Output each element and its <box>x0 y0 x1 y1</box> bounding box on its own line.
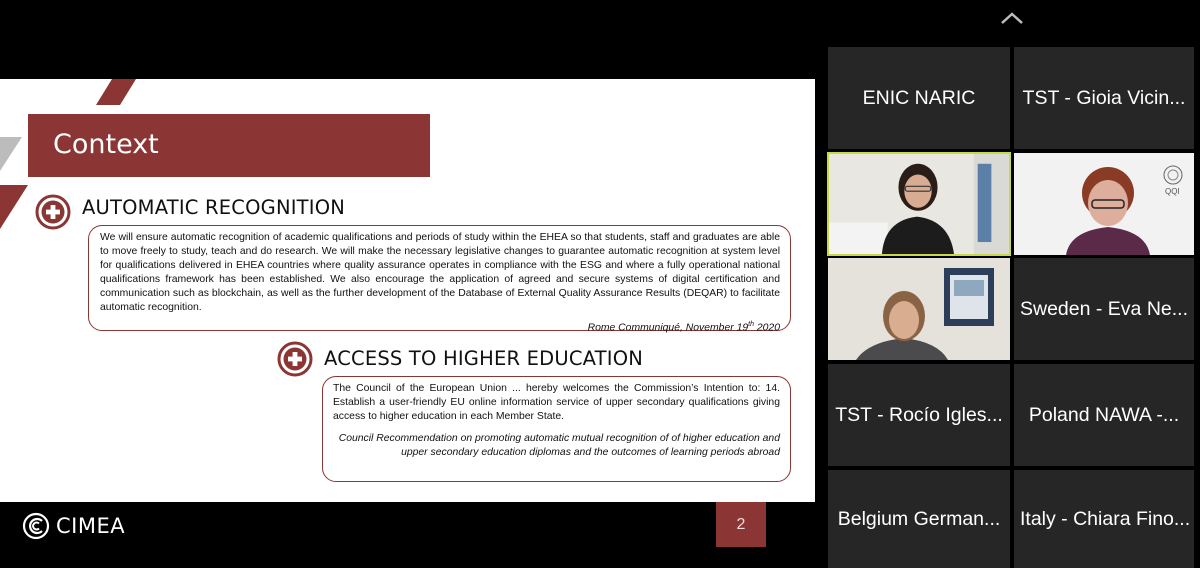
quote-citation-council: Council Recommendation on promoting automatic mutual recognition of of higher education and upper secondary education diplomas and the outcomes of learning periods abroad <box>338 433 780 458</box>
participant-video-active-speaker[interactable] <box>827 152 1011 256</box>
quote-box-rome <box>88 225 791 334</box>
participant-tile-enic-naric[interactable] <box>828 47 1010 149</box>
participant-video-third[interactable] <box>828 258 1010 360</box>
cimea-logo-icon <box>22 512 50 540</box>
participant-name: TST - Rocío Igles... <box>835 403 1003 426</box>
participant-name: ENIC NARIC <box>862 86 976 109</box>
participant-name: Belgium German... <box>837 507 1001 530</box>
participant-tile-gioia[interactable] <box>1014 47 1194 149</box>
section-heading-automatic-recognition: AUTOMATIC RECOGNITION <box>82 196 346 219</box>
participant-tile-sweden[interactable] <box>1014 258 1194 360</box>
shared-slide <box>0 79 815 502</box>
participant-tile-belgium[interactable] <box>828 470 1010 568</box>
slide-title: Context <box>53 129 159 160</box>
cimea-logo-text: CIMEA <box>56 514 126 538</box>
participant-name: Sweden - Eva Ne... <box>1020 297 1188 320</box>
slide-footer <box>0 502 815 547</box>
quote-body-council: The Council of the European Union ... hereby welcomes the Commission’s Intention to: 14. Establish a user-friendly EU online information service of upper secondary qualifications giving access to higher education in each Member State. <box>333 383 780 422</box>
plus-circle-icon <box>277 341 313 377</box>
quote-citation-rome: Rome Communiqué, November 19th 2020 <box>587 321 780 334</box>
participant-name: Italy - Chiara Fino... <box>1020 507 1191 530</box>
quote-box-council <box>322 376 791 482</box>
participant-name: Poland NAWA -... <box>1028 403 1180 426</box>
participant-tile-rocio[interactable] <box>828 364 1010 466</box>
slide-page-number: 2 <box>716 502 766 547</box>
quote-body-rome: We will ensure automatic recognition of academic qualifications and periods of study within the EHEA so that students, staff and graduates are able to move freely to study, teach and do research. We will make the necessary legislative changes to guarantee automatic recognition at system level for qualifications delivered in EHEA countries where quality assurance operates in compliance with the ESG and where a fully operational national qualifications framework has been established. We also encourage the application of agreed and secure systems of digital certification and communication such as blockchain, as well as the further development of the Database of External Quality Assurance Results (DEQAR) to facilitate automatic recognition. <box>100 232 780 313</box>
participant-video-feed <box>828 258 1010 360</box>
participant-video-feed <box>1014 153 1194 255</box>
participant-tile-poland-nawa[interactable] <box>1014 364 1194 466</box>
chevron-up-icon[interactable] <box>998 10 1026 26</box>
plus-circle-icon <box>35 194 71 230</box>
participant-tile-italy[interactable] <box>1014 470 1194 568</box>
participant-name: TST - Gioia Vicin... <box>1022 86 1186 109</box>
participant-video-qqi[interactable] <box>1014 153 1194 255</box>
qqi-badge: QQI <box>1165 187 1180 196</box>
participant-video-feed <box>829 154 1009 256</box>
section-heading-access-higher-education: ACCESS TO HIGHER EDUCATION <box>324 347 644 370</box>
